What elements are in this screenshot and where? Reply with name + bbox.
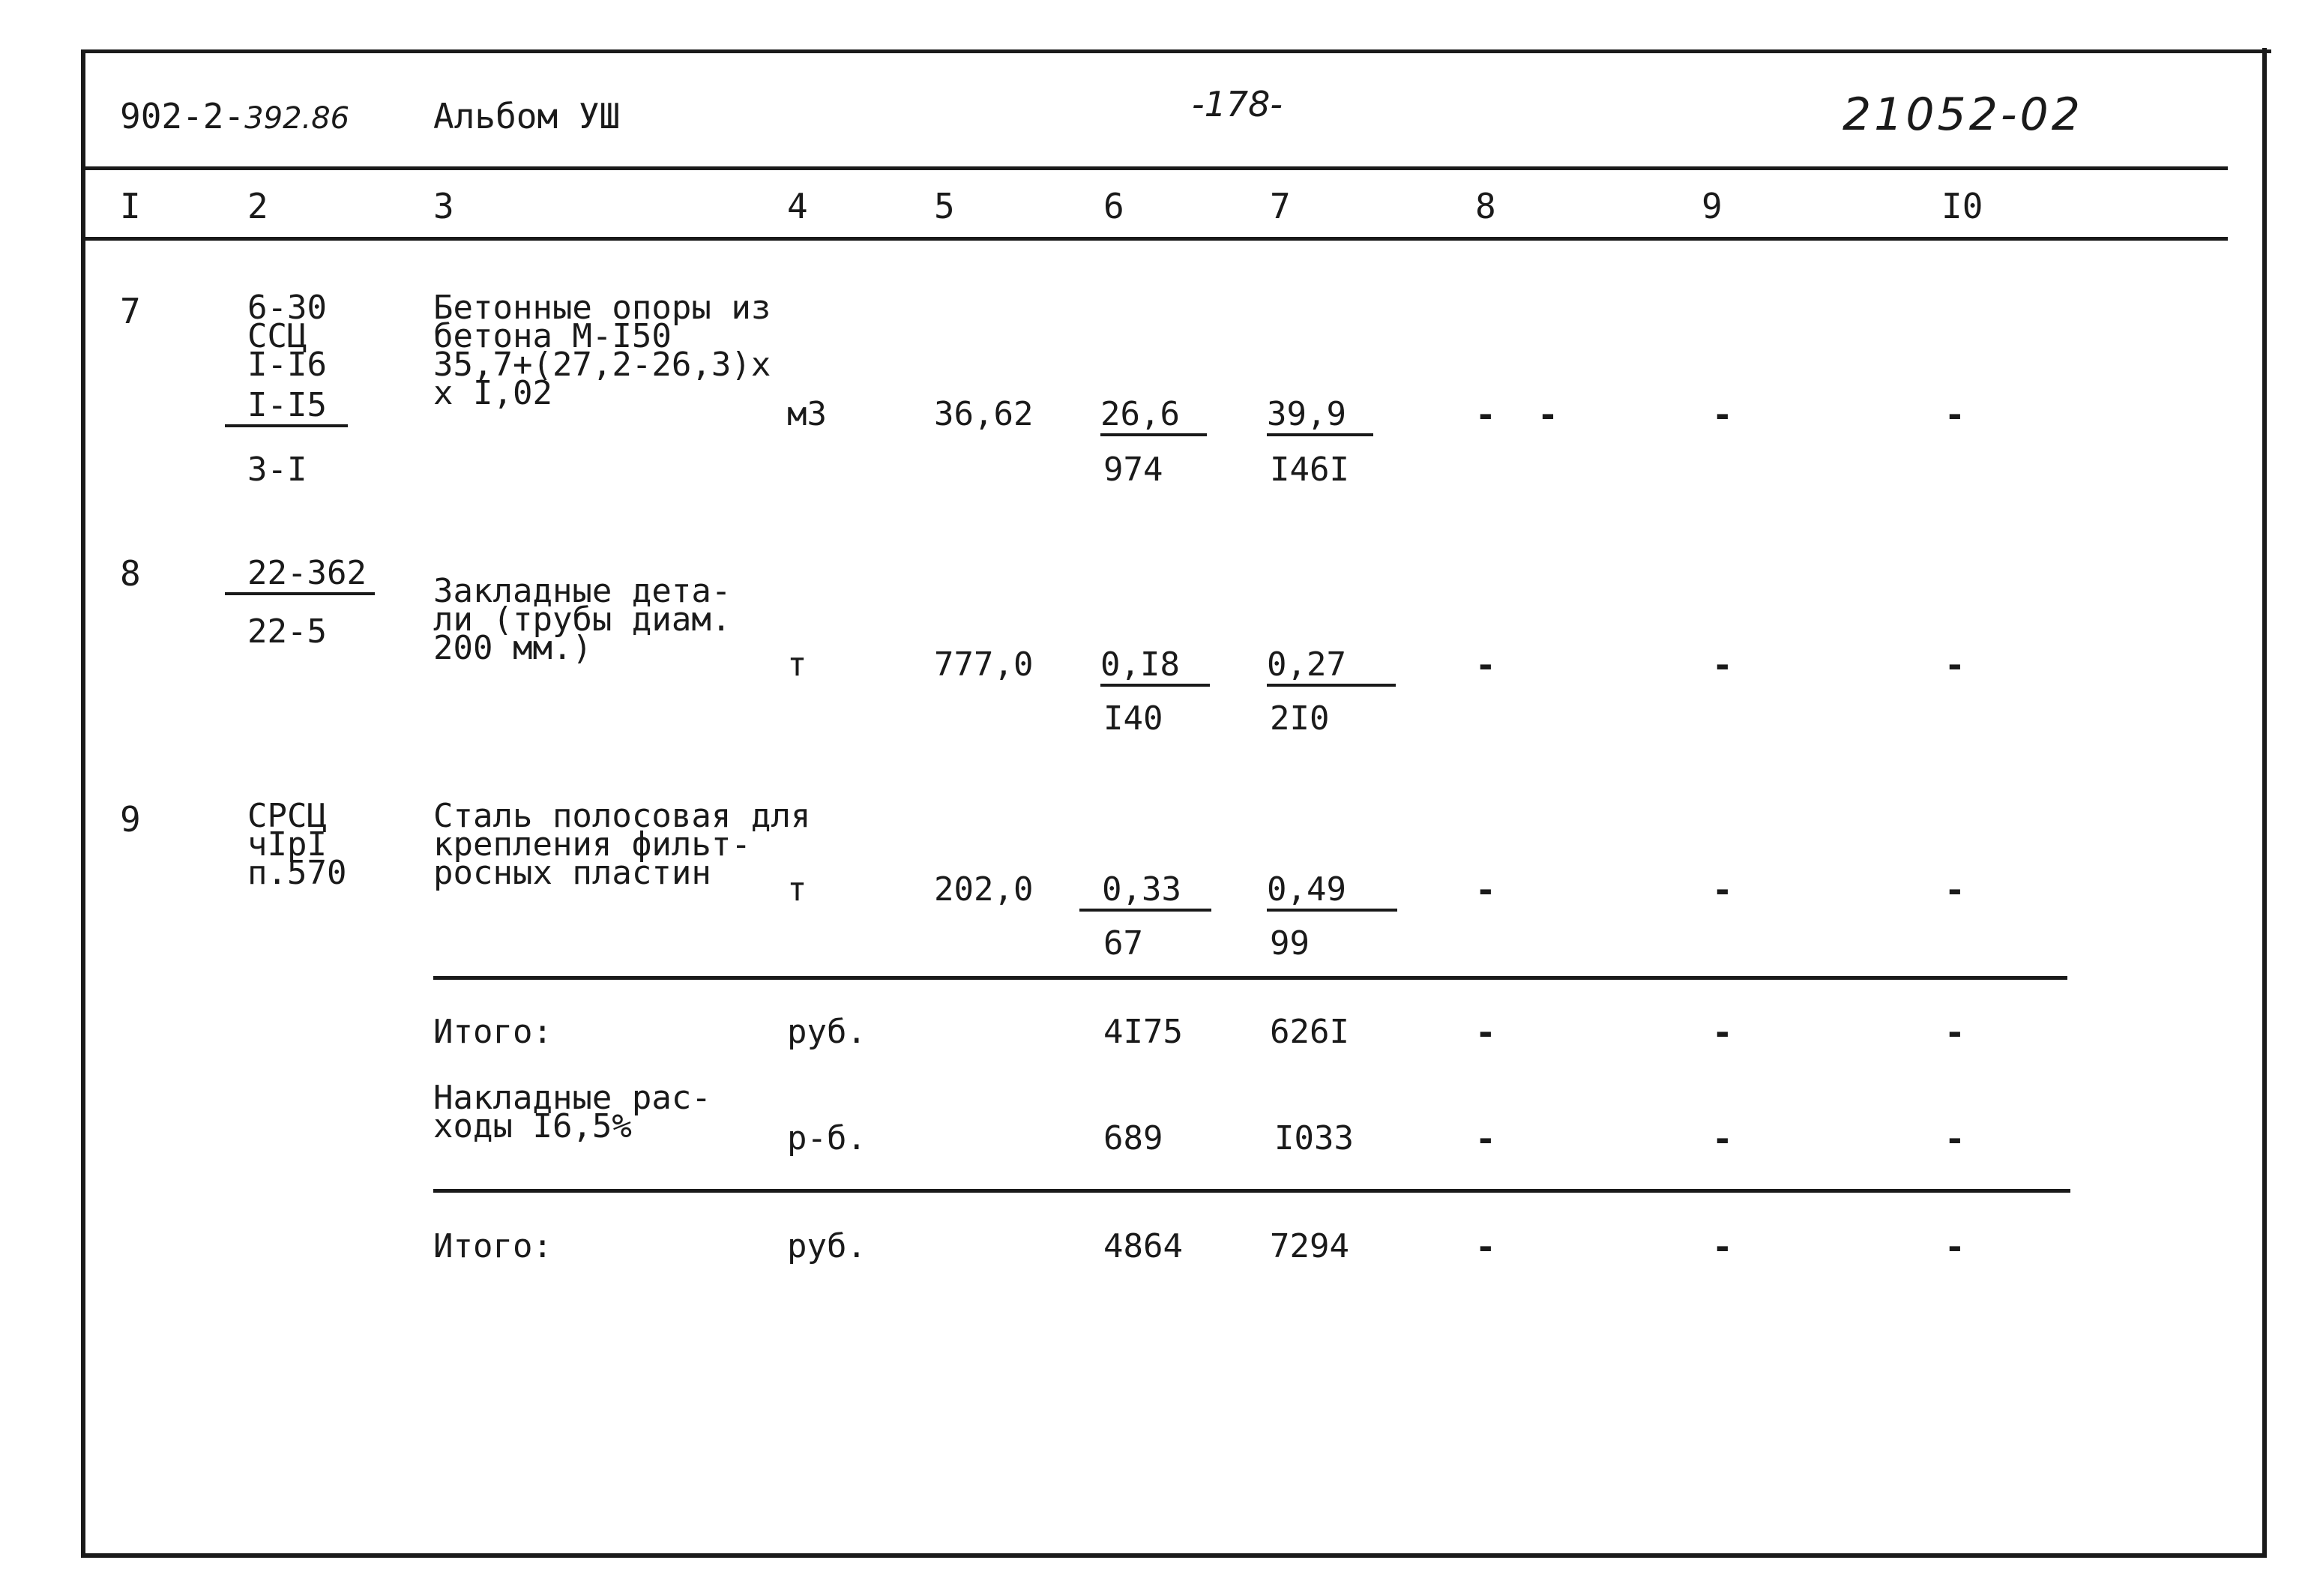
subtotal-col8: -	[1475, 1012, 1496, 1053]
row-9-col7-top: 0,49	[1267, 873, 1397, 912]
subtotal-col10: -	[1944, 1012, 1965, 1053]
col-header-8: 8	[1475, 186, 1496, 226]
row-9-name: Сталь полосовая для крепления фильт- росных пластин	[433, 797, 811, 892]
page-number: -178-	[1192, 84, 1283, 124]
overhead-col9: -	[1712, 1118, 1733, 1159]
row-8-col6-top: 0,I8	[1100, 648, 1210, 687]
row-9-code: СРСЦ чIрI п.570	[247, 797, 347, 892]
grand-total-col8: -	[1475, 1226, 1496, 1267]
subtotal-unit: руб.	[787, 1013, 867, 1051]
series-code-printed: 902-2-	[120, 96, 245, 136]
row-8-code-numerator: 22-362	[225, 556, 375, 595]
row-7-number: 7	[120, 291, 141, 331]
overhead-label: Накладные рас- ходы I6,5%	[433, 1079, 711, 1145]
series-code	[120, 96, 350, 136]
row-9-price: 202,0	[934, 870, 1034, 909]
grand-total-col6: 4864	[1103, 1227, 1183, 1265]
col-header-10: I0	[1941, 186, 1983, 226]
frame-bottom	[81, 1553, 2267, 1558]
row-7-col7-bottom: I46I	[1270, 451, 1349, 489]
row-8-price: 777,0	[934, 645, 1034, 684]
subtotal-col7: 626I	[1270, 1013, 1349, 1051]
row-7-code: 6-30 ССЦ I-I6	[247, 289, 327, 384]
series-code-written: 392.86	[244, 101, 350, 136]
row-8-unit: т	[787, 645, 807, 684]
overhead-unit: р-б.	[787, 1119, 867, 1157]
row-8-col8: -	[1475, 645, 1496, 685]
row-7-code-numerator: I-I5	[225, 388, 348, 427]
col-header-6: 6	[1103, 186, 1124, 226]
row-8-col7-bottom: 2I0	[1270, 699, 1330, 738]
row-7-col7-top: 39,9	[1267, 397, 1373, 436]
grand-total-unit: руб.	[787, 1227, 867, 1265]
totals-divider-1	[433, 976, 2067, 980]
row-9-col7-bottom: 99	[1270, 924, 1310, 963]
col-header-9: 9	[1702, 186, 1723, 226]
row-7-unit: м3	[787, 395, 827, 433]
subtotal-col9: -	[1712, 1012, 1733, 1053]
column-header-divider	[85, 237, 2228, 241]
row-9-col6-top: 0,33	[1079, 873, 1211, 912]
row-9-col6-bottom: 67	[1103, 924, 1143, 963]
overhead-col6: 689	[1103, 1119, 1163, 1157]
overhead-col8: -	[1475, 1118, 1496, 1159]
grand-total-col10: -	[1944, 1226, 1965, 1267]
row-9-col10: -	[1944, 870, 1965, 910]
row-8-col10: -	[1944, 645, 1965, 685]
col-header-7: 7	[1270, 186, 1291, 226]
frame-left	[81, 49, 85, 1558]
col-header-3: 3	[433, 186, 454, 226]
row-8-code-denominator: 22-5	[247, 612, 327, 651]
col-header-4: 4	[787, 186, 808, 226]
row-8-number: 8	[120, 553, 141, 594]
row-7-col6-bottom: 974	[1103, 451, 1163, 489]
row-9-unit: т	[787, 870, 807, 909]
totals-divider-2	[433, 1189, 2070, 1193]
row-8-col7-top: 0,27	[1267, 648, 1396, 687]
frame-top	[81, 49, 2271, 53]
row-7-code-denominator: 3-I	[247, 451, 307, 489]
col-header-2: 2	[247, 186, 268, 226]
grand-total-label: Итого:	[433, 1227, 552, 1265]
overhead-col10: -	[1944, 1118, 1965, 1159]
album-label: Альбом УШ	[433, 96, 621, 136]
row-7-name: Бетонные опоры из бетона М-I50 35,7+(27,2-26,3)х х I,02	[433, 289, 771, 412]
document-number: 21052-02	[1842, 88, 2083, 141]
grand-total-col9: -	[1712, 1226, 1733, 1267]
row-7-col10: -	[1944, 394, 1965, 435]
overhead-col7: I033	[1274, 1119, 1354, 1157]
row-7-price: 36,62	[934, 395, 1034, 433]
row-9-col8: -	[1475, 870, 1496, 910]
subtotal-col6: 4I75	[1103, 1013, 1183, 1051]
subtotal-label: Итого:	[433, 1013, 552, 1051]
row-9-number: 9	[120, 799, 141, 840]
header-divider	[85, 166, 2228, 170]
frame-right	[2262, 48, 2267, 1558]
row-8-col6-bottom: I40	[1103, 699, 1163, 738]
row-7-col6-top: 26,6	[1100, 397, 1207, 436]
col-header-5: 5	[934, 186, 955, 226]
grand-total-col7: 7294	[1270, 1227, 1349, 1265]
row-9-col9: -	[1712, 870, 1733, 910]
row-8-col9: -	[1712, 645, 1733, 685]
row-7-col8: - -	[1475, 394, 1558, 435]
col-header-1: I	[120, 186, 141, 226]
row-8-name: Закладные дета- ли (трубы диам. 200 мм.)	[433, 572, 732, 667]
row-7-col9: -	[1712, 394, 1733, 435]
